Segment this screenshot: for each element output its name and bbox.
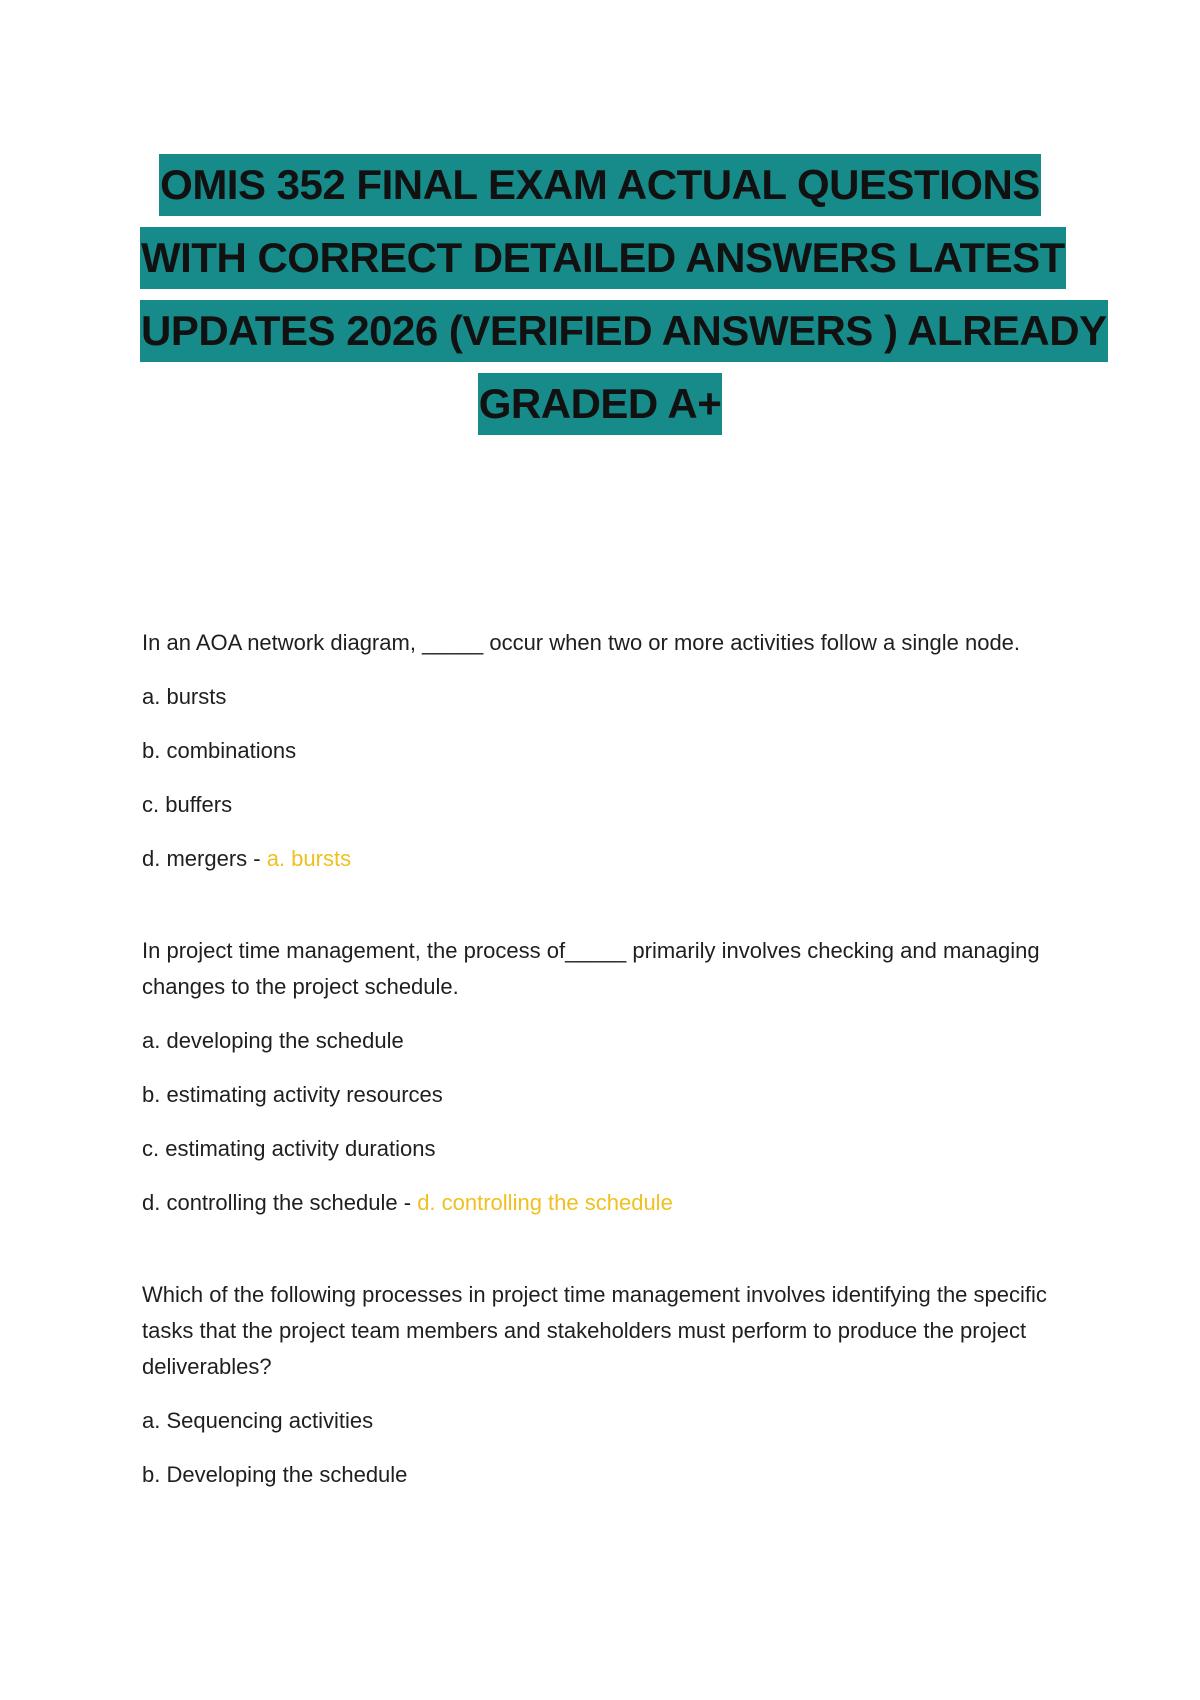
option-d-label: d. controlling the schedule [142, 1190, 398, 1215]
correct-answer: a. bursts [266, 846, 352, 871]
title-line-2: WITH CORRECT DETAILED ANSWERS LATEST [140, 227, 1066, 289]
option-d [142, 841, 1062, 877]
option-c: c. estimating activity durations [142, 1136, 436, 1161]
option-a: a. developing the schedule [142, 1028, 404, 1053]
title-line-4: GRADED A+ [478, 373, 722, 435]
document-title [140, 154, 1107, 446]
option-d-label: d. mergers [142, 846, 248, 871]
correct-answer: d. controlling the schedule [417, 1190, 673, 1215]
option-b: b. combinations [142, 738, 297, 763]
option-d [142, 1185, 1062, 1221]
option-b: b. Developing the schedule [142, 1462, 408, 1487]
question-block-2 [142, 933, 1062, 1221]
title-line-1: OMIS 352 FINAL EXAM ACTUAL QUESTIONS [159, 154, 1041, 216]
title-line-3: UPDATES 2026 (VERIFIED ANSWERS ) ALREADY [140, 300, 1108, 362]
question-list [142, 625, 1062, 1549]
question-text: Which of the following processes in project time management involves identifying the specific tasks that the project team members and stakeholders must perform to produce the project deliverables? [142, 1282, 1047, 1379]
answer-separator: - [397, 1190, 418, 1215]
option-c: c. buffers [142, 792, 233, 817]
option-a: a. Sequencing activities [142, 1408, 374, 1433]
question-block-1 [142, 625, 1062, 877]
option-a: a. bursts [142, 684, 227, 709]
question-block-3 [142, 1277, 1062, 1493]
option-b: b. estimating activity resources [142, 1082, 443, 1107]
question-text: In an AOA network diagram, _____ occur when two or more activities follow a single node. [142, 630, 1021, 655]
answer-separator: - [247, 846, 267, 871]
question-text: In project time management, the process of_____ primarily involves checking and managing changes to the project schedule. [142, 938, 1040, 999]
